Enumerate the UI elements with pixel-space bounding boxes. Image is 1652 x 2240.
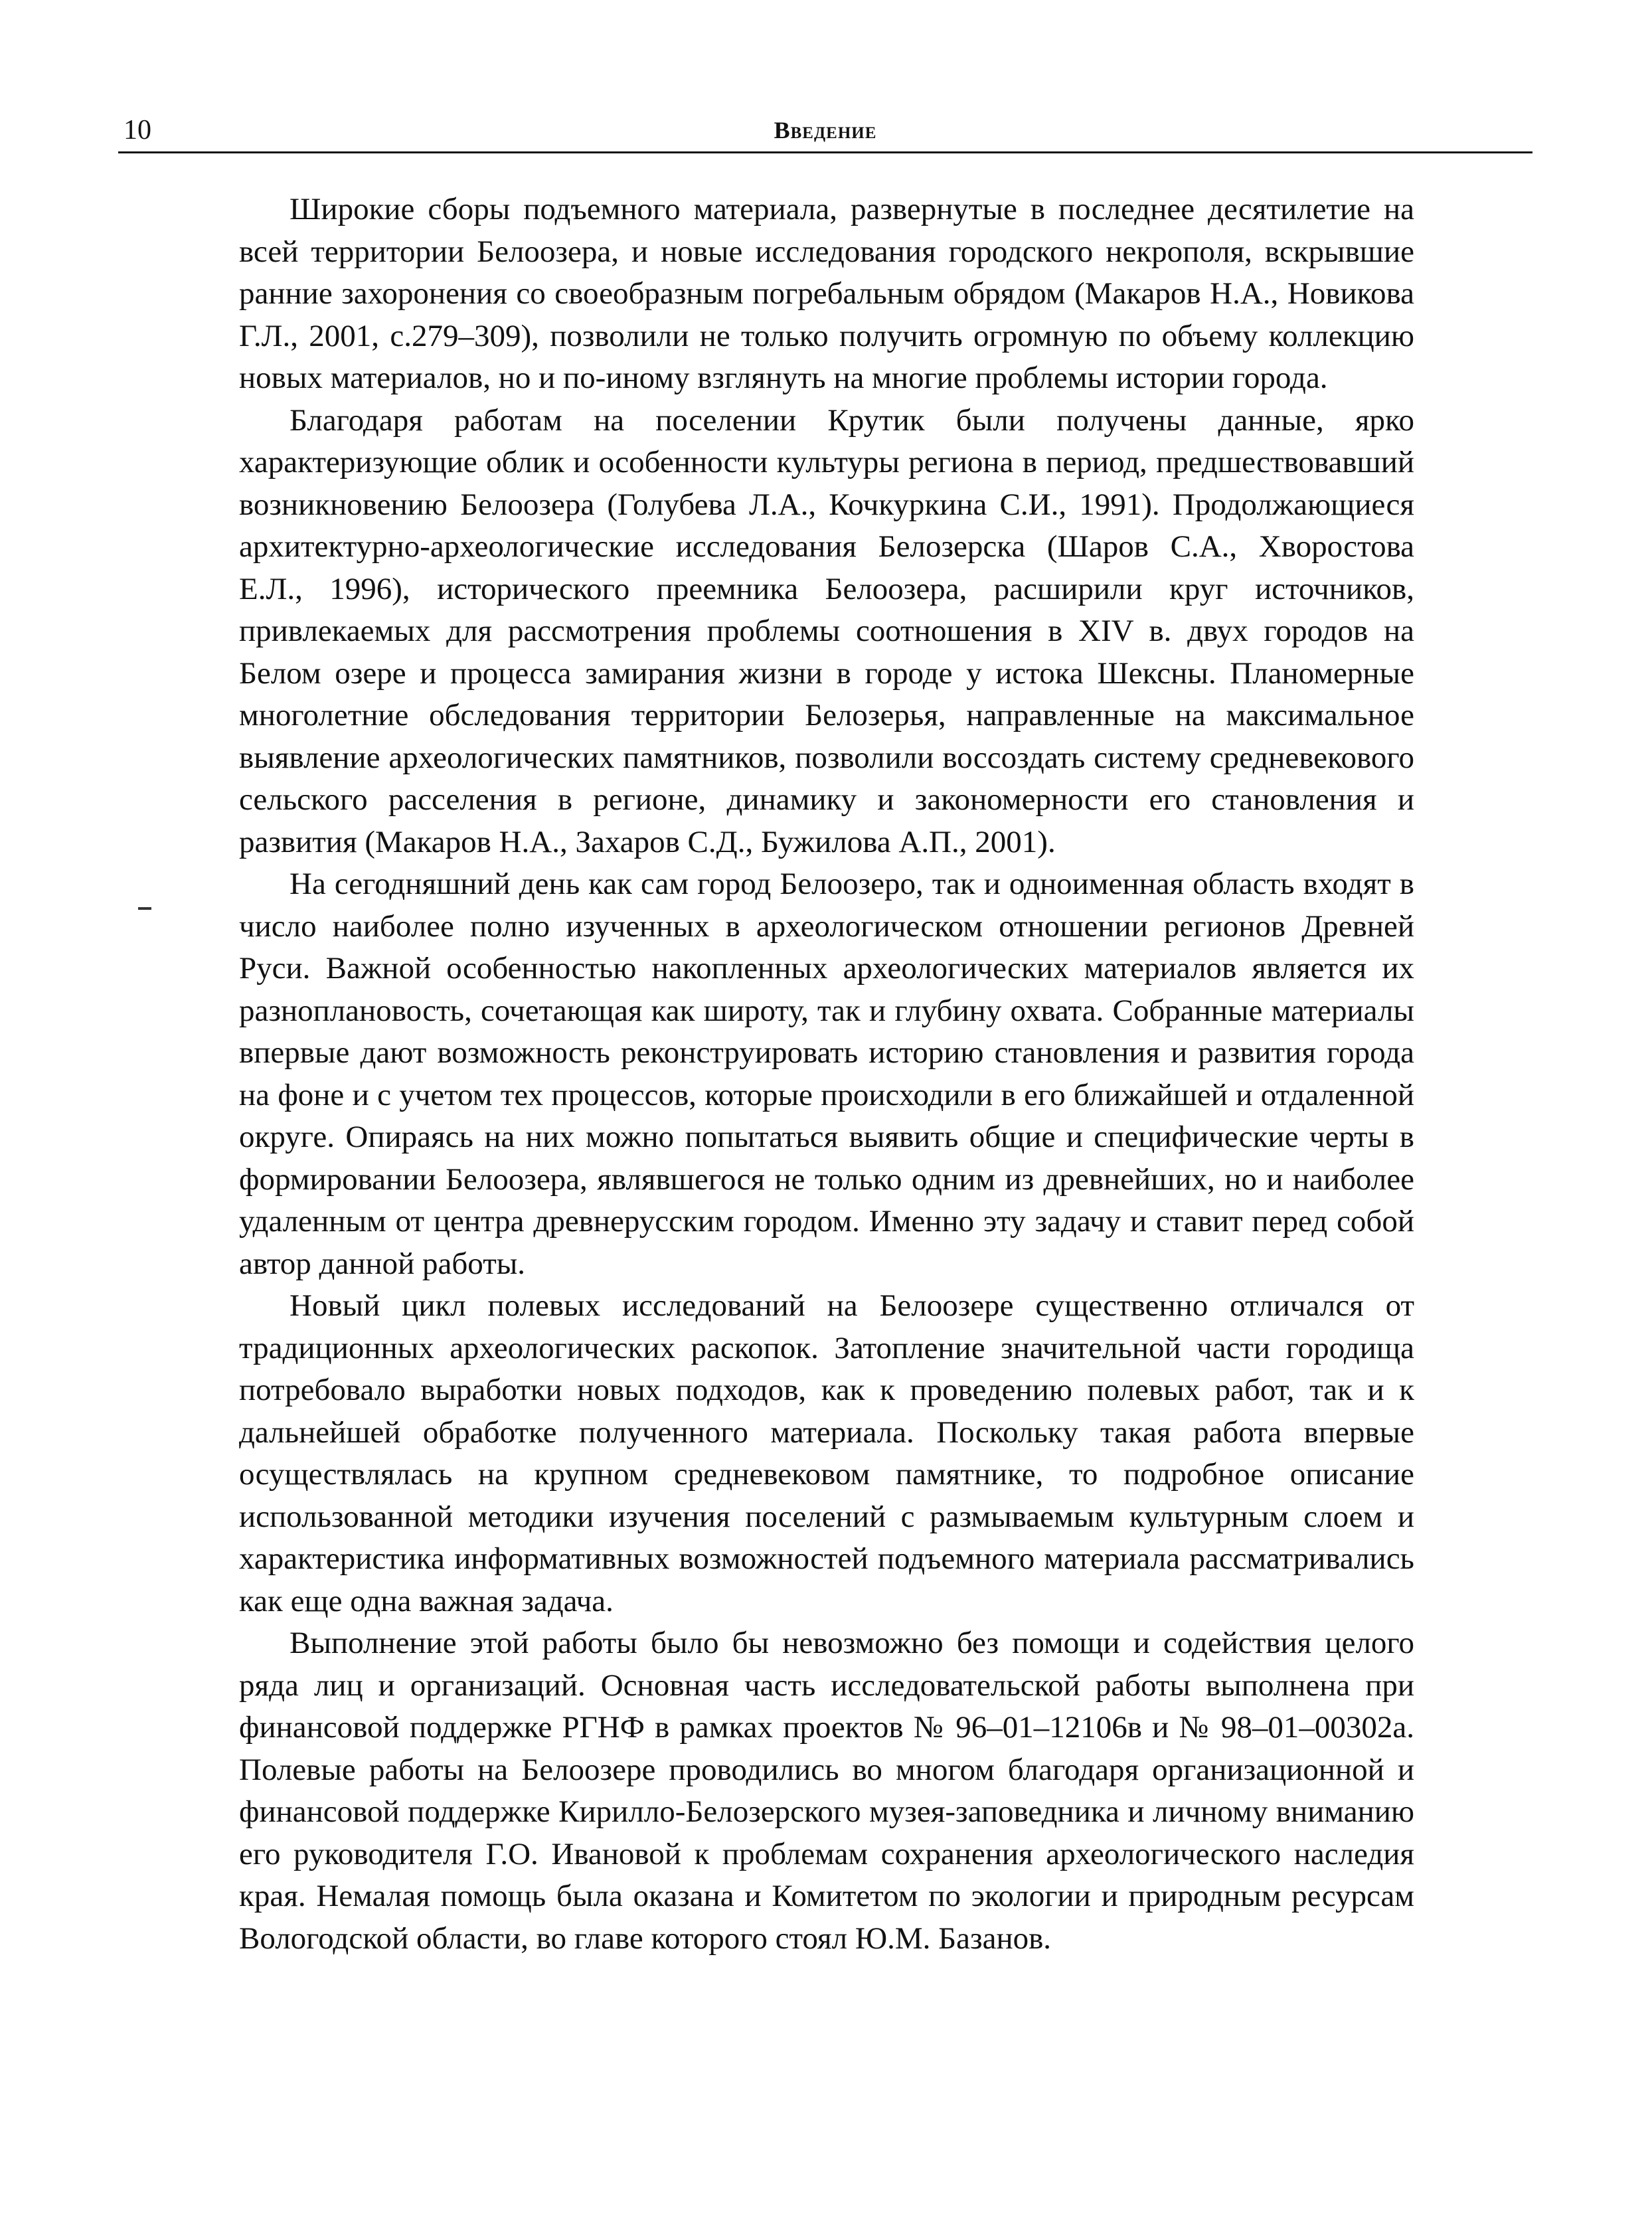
paragraph: На сегодняшний день как сам город Белоозеро, так и одноименная область входят в число наиболее полно изученных в археологическом отношении регионов Древней Руси. Важной особенностью накопленных археологических материалов является их разноплановость, сочетающая как широту, так и глубину охвата. Собранные материалы впервые дают возможность реконструировать историю становления и развития города на фоне и с учетом тех процессов, которые происходили в его ближайшей и отдаленной округе. Опираясь на них можно попытаться выявить общие и специфические черты в формировании Белоозера, являвшегося не только одним из древнейших, но и наиболее удаленным от центра древнерусским городом. Именно эту задачу и ставит перед собой автор данной работы. xyxy=(239,867,1414,1281)
running-title: Введение xyxy=(774,117,877,143)
margin-mark xyxy=(138,907,151,910)
header-rule xyxy=(118,151,1532,153)
paragraph: Широкие сборы подъемного материала, развернутые в последнее десятилетие на всей территории Белоозера, и новые исследования городского некрополя, вскрывшие ранние захоронения со своеобразным погребальным обрядом (Макаров Н.А., Новикова Г.Л., 2001, с.279–309), позволили не только получить огромную по объему коллекцию новых материалов, но и по-иному взглянуть на многие проблемы истории города. xyxy=(239,192,1414,395)
page-number: 10 xyxy=(124,115,151,145)
paragraph: Выполнение этой работы было бы невозможно без помощи и содействия целого ряда лиц и организаций. Основная часть исследовательской работы выполнена при финансовой поддержке РГНФ в рамках проектов № 96–01–12106в и № 98–01–00302а. Полевые работы на Белоозере проводились во многом благодаря организационной и финансовой поддержке Кирилло-Белозерского музея-заповедника и личному вниманию его руководителя Г.О. Ивановой к проблемам сохранения археологического наследия края. Немалая помощь была оказана и Комитетом по экологии и природным ресурсам Вологодской области, во главе которого стоял Ю.М. Базанов. xyxy=(239,1626,1414,1956)
paragraph: Новый цикл полевых исследований на Белоозере существенно отличался от традиционных археологических раскопок. Затопление значительной части городища потребовало выработки новых подходов, как к проведению полевых работ, так и к дальнейшей обработке полученного материала. Поскольку такая работа впервые осуществлялась на крупном средневековом памятнике, то подробное описание использованной методики изучения поселений с размываемым культурным слоем и характеристика информативных возможностей подъемного материала рассматривались как еще одна важная задача. xyxy=(239,1288,1414,1618)
page-header xyxy=(118,113,1532,154)
body-text xyxy=(239,189,1414,1960)
paragraph: Благодаря работам на поселении Крутик были получены данные, ярко характеризующие облик и особенности культуры региона в период, предшествовавший возникновению Белоозера (Голубева Л.А., Кочкуркина С.И., 1991). Продолжающиеся архитектурно-археологические исследования Белозерска (Шаров С.А., Хворостова Е.Л., 1996), исторического преемника Белоозера, расширили круг источников, привлекаемых для рассмотрения проблемы соотношения в XIV в. двух городов на Белом озере и процесса замирания жизни в городе у истока Шексны. Планомерные многолетние обследования территории Белозерья, направленные на максимальное выявление археологических памятников, позволили воссоздать систему средневекового сельского расселения в регионе, динамику и закономерности его становления и развития (Макаров Н.А., Захаров С.Д., Бужилова А.П., 2001). xyxy=(239,402,1414,859)
